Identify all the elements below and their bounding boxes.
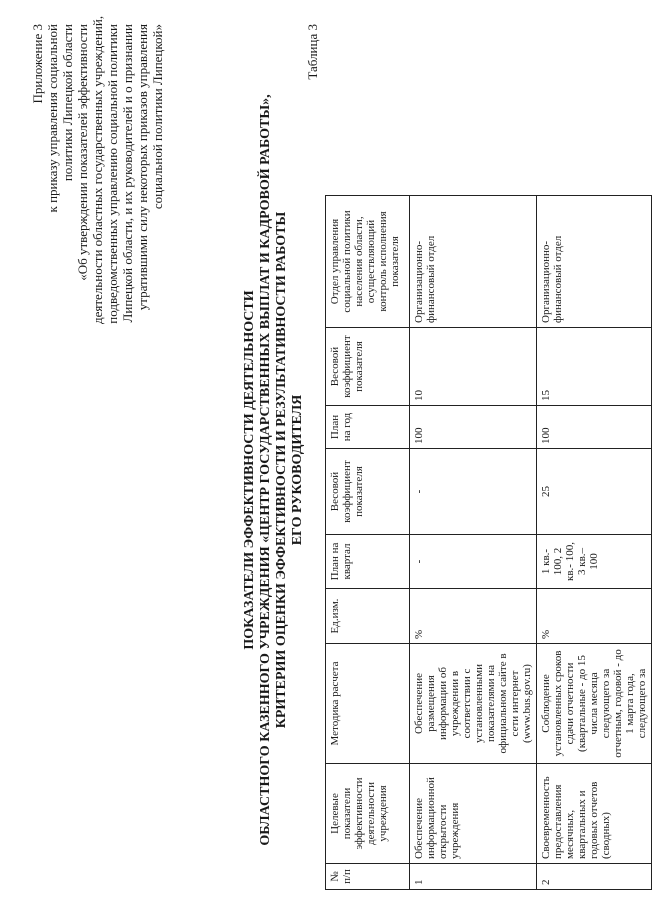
cell-method: Обеспечение размещения информации об учреждении в соответствии с установленными показателями на официальном сайте в сети интернет (www.bus.gov.ru) (410, 644, 537, 764)
table-header-row (326, 196, 410, 890)
header-control-dept: Отдел управления социальной политики населения области, осуществляющий контроль исполнения показателя (326, 196, 410, 328)
cell-indicator: Своевременность предоставления месячных, квартальных и годовых отчетов (сводных) (537, 764, 652, 864)
cell-weight-year: 15 (537, 328, 652, 406)
appendix-line: подведомственных управлению социальной политики (105, 24, 120, 324)
cell-plan-quarter: - (410, 535, 537, 589)
cell-control-dept: Организационно-финансовый отдел (410, 196, 537, 328)
appendix-line: утратившими силу некоторых приказов управления (135, 24, 150, 311)
appendix-line: Приложение 3 (30, 24, 45, 104)
title-line: ЕГО РУКОВОДИТЕЛЯ (290, 394, 305, 546)
cell-unit: % (410, 589, 537, 644)
cell-num: 2 (537, 864, 652, 890)
appendix-line: социальной политики Липецкой» (150, 24, 165, 210)
rotated-content (30, 10, 648, 890)
cell-unit: % (537, 589, 652, 644)
cell-method: Соблюдение установленных сроков сдачи отчетности (квартальные - до 15 числа месяца следующего за отчетным, годовой - до 1 марта года, следующего за (537, 644, 652, 764)
header-weight-quarter: Весовой коэффициент показателя (326, 449, 410, 535)
cell-weight-quarter: 25 (537, 449, 652, 535)
cell-weight-year: 10 (410, 328, 537, 406)
header-num: № п/п (326, 864, 410, 890)
indicators-table (325, 195, 652, 890)
header-unit: Ед.изм. (326, 589, 410, 644)
appendix-line: деятельности областных государственных учреждений, (90, 15, 105, 324)
cell-control-dept: Организационно-финансовый отдел (537, 196, 652, 328)
title-line: КРИТЕРИИ ОЦЕНКИ ЭФФЕКТИВНОСТИ И РЕЗУЛЬТАТИВНОСТИ РАБОТЫ (274, 211, 289, 729)
appendix-line: к приказу управления социальной (45, 24, 60, 213)
cell-weight-quarter: - (410, 449, 537, 535)
cell-plan-year: 100 (537, 406, 652, 449)
header-plan-quarter: План на квартал (326, 535, 410, 589)
header-method: Методика расчета (326, 644, 410, 764)
cell-num: 1 (410, 864, 537, 890)
title-line: ОБЛАСТНОГО КАЗЕННОГО УЧРЕЖДЕНИЯ «ЦЕНТР ГОСУДАРСТВЕННЫХ ВЫПЛАТ И КАДРОВОЙ РАБОТЫ», (258, 94, 273, 846)
cell-plan-quarter: 1 кв.- 100, 2 кв.- 100, 3 кв.– 100 (537, 535, 652, 589)
table-row (537, 196, 652, 890)
document-title (242, 90, 306, 850)
appendix-block (30, 15, 165, 324)
appendix-line: Липецкой области, и их руководителей и о признании (120, 24, 135, 323)
appendix-line: «Об утверждении показателей эффективности (75, 24, 90, 281)
title-line: ПОКАЗАТЕЛИ ЭФФЕКТИВНОСТИ ДЕЯТЕЛЬНОСТИ (242, 290, 257, 650)
header-indicator: Целевые показатели эффективности деятельности учреждения (326, 764, 410, 864)
table-row (410, 196, 537, 890)
table-label: Таблица 3 (305, 24, 320, 80)
cell-indicator: Обеспечение информационной открытости учреждения (410, 764, 537, 864)
cell-plan-year: 100 (410, 406, 537, 449)
header-plan-year: План на год (326, 406, 410, 449)
header-weight-year: Весовой коэффициент показателя (326, 328, 410, 406)
appendix-line: политики Липецкой области (60, 24, 75, 182)
